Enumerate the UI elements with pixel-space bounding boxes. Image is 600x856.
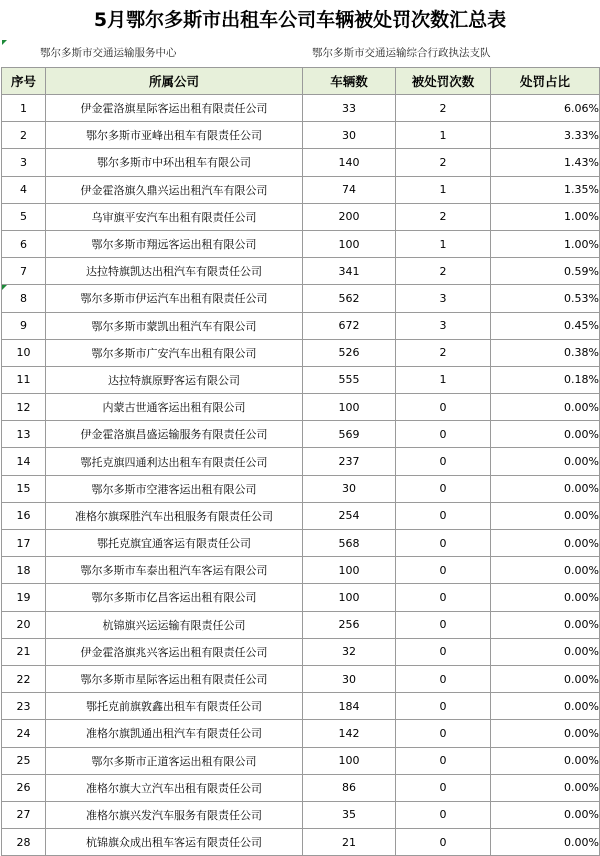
table-row	[2, 394, 600, 421]
cell-vehicles: 30	[303, 475, 396, 502]
cell-company: 达拉特旗凯达出租汽车有限责任公司	[46, 258, 303, 285]
table-row	[2, 366, 600, 393]
table-row	[2, 285, 600, 312]
cell-no: 25	[2, 747, 46, 774]
cell-penalties: 0	[396, 693, 491, 720]
cell-ratio: 0.00%	[491, 557, 600, 584]
cell-penalties: 0	[396, 584, 491, 611]
summary-table	[1, 67, 600, 856]
table-row	[2, 230, 600, 257]
cell-vehicles: 21	[303, 829, 396, 856]
cell-no: 27	[2, 801, 46, 828]
cell-penalties: 0	[396, 394, 491, 421]
cell-vehicles: 672	[303, 312, 396, 339]
cell-vehicles: 562	[303, 285, 396, 312]
issuer-left: 鄂尔多斯市交通运输服务中心	[40, 47, 177, 59]
cell-ratio: 0.38%	[491, 339, 600, 366]
cell-vehicles: 74	[303, 176, 396, 203]
table-row	[2, 801, 600, 828]
cell-vehicles: 30	[303, 665, 396, 692]
cell-company: 鄂尔多斯市亚峰出租车有限责任公司	[46, 122, 303, 149]
cell-penalties: 0	[396, 557, 491, 584]
cell-company: 准格尔旗兴发汽车服务有限责任公司	[46, 801, 303, 828]
table-body	[2, 95, 600, 856]
cell-vehicles: 237	[303, 448, 396, 475]
cell-penalties: 1	[396, 122, 491, 149]
cell-company: 伊金霍洛旗兆兴客运出租有限责任公司	[46, 638, 303, 665]
cell-penalties: 0	[396, 747, 491, 774]
cell-ratio: 0.00%	[491, 720, 600, 747]
subtitle-row	[0, 38, 600, 66]
cell-ratio: 0.00%	[491, 394, 600, 421]
table-row	[2, 312, 600, 339]
cell-penalties: 0	[396, 475, 491, 502]
table-row	[2, 95, 600, 122]
cell-no: 1	[2, 95, 46, 122]
cell-ratio: 0.59%	[491, 258, 600, 285]
cell-vehicles: 568	[303, 530, 396, 557]
cell-penalties: 0	[396, 774, 491, 801]
cell-no: 17	[2, 530, 46, 557]
cell-vehicles: 100	[303, 394, 396, 421]
table-row	[2, 747, 600, 774]
cell-ratio: 0.00%	[491, 693, 600, 720]
cell-vehicles: 32	[303, 638, 396, 665]
cell-no: 9	[2, 312, 46, 339]
cell-no: 13	[2, 421, 46, 448]
cell-ratio: 1.00%	[491, 203, 600, 230]
cell-no: 5	[2, 203, 46, 230]
table-row	[2, 611, 600, 638]
header-penalties: 被处罚次数	[396, 68, 491, 95]
cell-penalties: 0	[396, 530, 491, 557]
cell-company: 伊金霍洛旗昌盛运输服务有限责任公司	[46, 421, 303, 448]
cell-vehicles: 200	[303, 203, 396, 230]
cell-vehicles: 100	[303, 230, 396, 257]
header-no: 序号	[2, 68, 46, 95]
cell-ratio: 1.00%	[491, 230, 600, 257]
cell-no: 4	[2, 176, 46, 203]
cell-ratio: 1.35%	[491, 176, 600, 203]
cell-ratio: 0.00%	[491, 502, 600, 529]
table-row	[2, 475, 600, 502]
cell-ratio: 0.00%	[491, 829, 600, 856]
cell-company: 鄂尔多斯市广安汽车出租有限公司	[46, 339, 303, 366]
cell-vehicles: 86	[303, 774, 396, 801]
cell-no: 8	[2, 285, 46, 312]
cell-penalties: 0	[396, 448, 491, 475]
cell-penalties: 0	[396, 638, 491, 665]
cell-no: 24	[2, 720, 46, 747]
cell-no: 19	[2, 584, 46, 611]
cell-ratio: 3.33%	[491, 122, 600, 149]
table-row	[2, 502, 600, 529]
cell-penalties: 3	[396, 312, 491, 339]
cell-penalties: 2	[396, 339, 491, 366]
cell-ratio: 0.00%	[491, 611, 600, 638]
cell-company: 鄂尔多斯市翔远客运出租有限公司	[46, 230, 303, 257]
cell-penalties: 0	[396, 421, 491, 448]
cell-company: 杭锦旗兴运运输有限责任公司	[46, 611, 303, 638]
cell-vehicles: 100	[303, 584, 396, 611]
cell-vehicles: 140	[303, 149, 396, 176]
cell-vehicles: 254	[303, 502, 396, 529]
cell-ratio: 0.53%	[491, 285, 600, 312]
cell-company: 准格尔旗大立汽车出租有限责任公司	[46, 774, 303, 801]
page-title: 5月鄂尔多斯市出租车公司车辆被处罚次数汇总表	[93, 8, 507, 31]
table-row	[2, 203, 600, 230]
cell-ratio: 6.06%	[491, 95, 600, 122]
cell-company: 杭锦旗众成出租车客运有限责任公司	[46, 829, 303, 856]
cell-no: 10	[2, 339, 46, 366]
table-row	[2, 421, 600, 448]
cell-ratio: 0.00%	[491, 747, 600, 774]
cell-company: 鄂尔多斯市星际客运出租有限责任公司	[46, 665, 303, 692]
cell-company: 鄂尔多斯市蒙凯出租汽车有限公司	[46, 312, 303, 339]
table-row	[2, 584, 600, 611]
cell-penalties: 0	[396, 829, 491, 856]
cell-company: 鄂尔多斯市伊运汽车出租有限责任公司	[46, 285, 303, 312]
cell-no: 14	[2, 448, 46, 475]
cell-penalties: 3	[396, 285, 491, 312]
cell-company: 鄂尔多斯市正道客运出租有限公司	[46, 747, 303, 774]
cell-no: 2	[2, 122, 46, 149]
cell-no: 23	[2, 693, 46, 720]
cell-vehicles: 569	[303, 421, 396, 448]
cell-vehicles: 100	[303, 747, 396, 774]
header-vehicles: 车辆数	[303, 68, 396, 95]
table-row	[2, 258, 600, 285]
cell-no: 12	[2, 394, 46, 421]
cell-no: 16	[2, 502, 46, 529]
cell-company: 伊金霍洛旗星际客运出租有限责任公司	[46, 95, 303, 122]
table-row	[2, 122, 600, 149]
cell-company: 鄂尔多斯市车泰出租汽车客运有限公司	[46, 557, 303, 584]
cell-ratio: 1.43%	[491, 149, 600, 176]
cell-company: 乌审旗平安汽车出租有限责任公司	[46, 203, 303, 230]
cell-company: 鄂尔多斯市中环出租车有限公司	[46, 149, 303, 176]
cell-no: 3	[2, 149, 46, 176]
cell-company: 达拉特旗原野客运有限公司	[46, 366, 303, 393]
cell-company: 鄂托克旗宜通客运有限责任公司	[46, 530, 303, 557]
cell-ratio: 0.00%	[491, 584, 600, 611]
cell-no: 18	[2, 557, 46, 584]
cell-ratio: 0.00%	[491, 774, 600, 801]
cell-no: 20	[2, 611, 46, 638]
header-company: 所属公司	[46, 68, 303, 95]
cell-ratio: 0.00%	[491, 530, 600, 557]
cell-company: 鄂托克旗四通利达出租车有限责任公司	[46, 448, 303, 475]
cell-company: 鄂托克前旗敦鑫出租车有限责任公司	[46, 693, 303, 720]
table-row	[2, 448, 600, 475]
table-row	[2, 557, 600, 584]
table-row	[2, 149, 600, 176]
cell-no: 28	[2, 829, 46, 856]
cell-penalties: 2	[396, 149, 491, 176]
table-row	[2, 339, 600, 366]
table-row	[2, 638, 600, 665]
cell-ratio: 0.45%	[491, 312, 600, 339]
cell-vehicles: 256	[303, 611, 396, 638]
cell-company: 伊金霍洛旗久鼎兴运出租汽车有限公司	[46, 176, 303, 203]
cell-ratio: 0.00%	[491, 448, 600, 475]
cell-penalties: 1	[396, 176, 491, 203]
cell-no: 11	[2, 366, 46, 393]
table-row	[2, 665, 600, 692]
cell-penalties: 0	[396, 720, 491, 747]
cell-penalties: 0	[396, 611, 491, 638]
cell-penalties: 0	[396, 801, 491, 828]
cell-no: 6	[2, 230, 46, 257]
cell-company: 准格尔旗凯通出租汽车有限责任公司	[46, 720, 303, 747]
issuer-right: 鄂尔多斯市交通运输综合行政执法支队	[312, 47, 491, 59]
cell-vehicles: 341	[303, 258, 396, 285]
cell-vehicles: 35	[303, 801, 396, 828]
cell-no: 7	[2, 258, 46, 285]
cell-penalties: 2	[396, 203, 491, 230]
cell-vehicles: 555	[303, 366, 396, 393]
header-ratio: 处罚占比	[491, 68, 600, 95]
cell-no: 15	[2, 475, 46, 502]
cell-penalties: 2	[396, 258, 491, 285]
cell-ratio: 0.00%	[491, 421, 600, 448]
cell-penalties: 1	[396, 366, 491, 393]
cell-ratio: 0.18%	[491, 366, 600, 393]
cell-company: 鄂尔多斯市空港客运出租有限公司	[46, 475, 303, 502]
cell-ratio: 0.00%	[491, 665, 600, 692]
cell-penalties: 0	[396, 665, 491, 692]
table-row	[2, 530, 600, 557]
table-row	[2, 720, 600, 747]
table-header-row	[2, 68, 600, 95]
cell-penalties: 1	[396, 230, 491, 257]
cell-ratio: 0.00%	[491, 475, 600, 502]
cell-no: 22	[2, 665, 46, 692]
table-row	[2, 176, 600, 203]
cell-ratio: 0.00%	[491, 801, 600, 828]
cell-vehicles: 142	[303, 720, 396, 747]
cell-penalties: 2	[396, 95, 491, 122]
table-row	[2, 774, 600, 801]
cell-company: 内蒙古世通客运出租有限公司	[46, 394, 303, 421]
cell-vehicles: 30	[303, 122, 396, 149]
cell-vehicles: 100	[303, 557, 396, 584]
cell-vehicles: 526	[303, 339, 396, 366]
cell-no: 21	[2, 638, 46, 665]
cell-vehicles: 33	[303, 95, 396, 122]
table-row	[2, 829, 600, 856]
cell-ratio: 0.00%	[491, 638, 600, 665]
cell-no: 26	[2, 774, 46, 801]
cell-company: 准格尔旗琛胜汽车出租服务有限责任公司	[46, 502, 303, 529]
cell-company: 鄂尔多斯市亿昌客运出租有限公司	[46, 584, 303, 611]
cell-penalties: 0	[396, 502, 491, 529]
cell-vehicles: 184	[303, 693, 396, 720]
table-row	[2, 693, 600, 720]
